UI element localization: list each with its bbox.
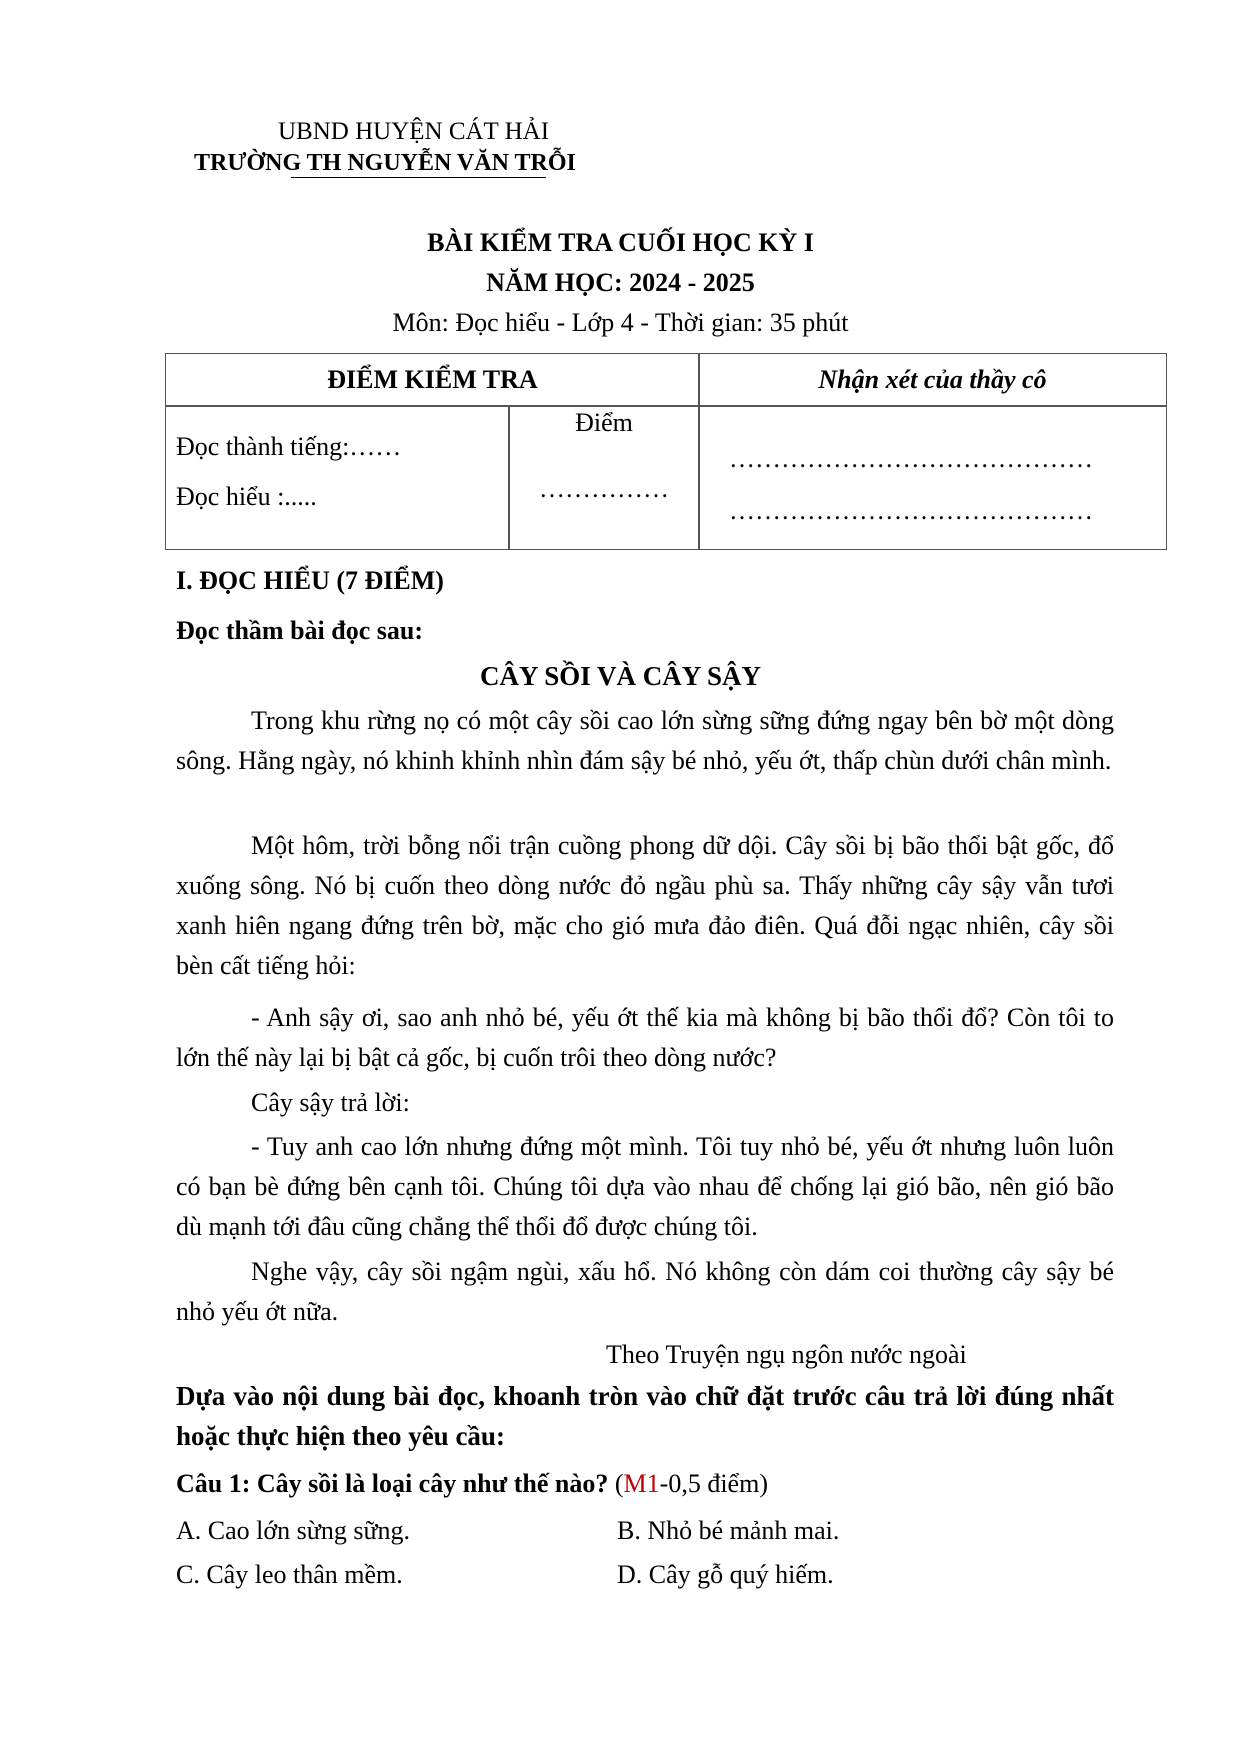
comment-header-cell	[698, 353, 1167, 407]
story-paragraph-3: - Anh sậy ơi, sao anh nhỏ bé, yếu ớt thế kia mà không bị bão thổi đổ? Còn tôi to lớn thế này lại bị bật cả gốc, bị cuốn trôi theo dòng nước?	[176, 1003, 1114, 1072]
score-header-cell	[165, 353, 700, 407]
score-blank: ……………	[539, 474, 669, 503]
question-1-text: Câu 1: Cây sồi là loại cây như thế nào?	[176, 1469, 609, 1498]
story-paragraph-2: Một hôm, trời bỗng nổi trận cuồng phong dữ dội. Cây sồi bị bão thổi bật gốc, đổ xuống sông. Nó bị cuốn theo dòng nước đỏ ngầu phù sa. Thấy những cây sậy vẫn tươi xanh hiên ngang đứng trên bờ, mặc cho gió mưa đảo điên. Quá đỗi ngạc nhiên, cây sồi bèn cất tiếng hỏi:	[176, 831, 1114, 980]
answer-c[interactable]: C. Cây leo thân mềm.	[176, 1560, 403, 1589]
exam-title: BÀI KIỂM TRA CUỐI HỌC KỲ I	[427, 228, 814, 257]
section-heading: I. ĐỌC HIỂU (7 ĐIỂM)	[176, 566, 444, 595]
comment-line-1: ……………………………………	[729, 444, 1093, 473]
read-aloud-score: Đọc thành tiếng:……	[176, 432, 402, 461]
task-instruction: Dựa vào nội dung bài đọc, khoanh tròn vào chữ đặt trước câu trả lời đúng nhất hoặc thực hiện theo yêu cầu:	[176, 1381, 1114, 1451]
district-name: UBND HUYỆN CÁT HẢI	[278, 118, 550, 145]
comment-line-2: ……………………………………	[729, 496, 1093, 525]
total-score-cell	[508, 405, 700, 550]
score-detail-cell	[165, 405, 510, 550]
comment-header: Nhận xét của thầy cô	[818, 365, 1047, 394]
school-underline	[291, 177, 546, 178]
question-1-open-paren: (	[608, 1469, 624, 1498]
story-paragraph-5: - Tuy anh cao lớn nhưng đứng một mình. Tôi tuy nhỏ bé, yếu ớt nhưng luôn luôn có bạn bè đứng bên cạnh tôi. Chúng tôi dựa vào nhau để chống lại gió bão, nên gió bão dù mạnh tới đâu cũng chẳng thể thổi đổ được chúng tôi.	[176, 1132, 1114, 1241]
question-1-level: M1	[623, 1469, 660, 1498]
school-name: TRƯỜNG TH NGUYỄN VĂN TRỖI	[194, 150, 576, 176]
read-instruction: Đọc thầm bài đọc sau:	[176, 616, 424, 645]
story-title: CÂY SỒI VÀ CÂY SẬY	[479, 661, 762, 691]
answer-d[interactable]: D. Cây gỗ quý hiếm.	[617, 1560, 834, 1589]
question-1	[176, 1469, 768, 1499]
story-paragraph-4: Cây sậy trả lời:	[251, 1088, 410, 1117]
story-source: Theo Truyện ngụ ngôn nước ngoài	[606, 1340, 967, 1369]
story-paragraph-6: Nghe vậy, cây sồi ngậm ngùi, xấu hổ. Nó không còn dám coi thường cây sậy bé nhỏ yếu ớt nữa.	[176, 1257, 1114, 1326]
question-1-points: -0,5 điểm)	[659, 1469, 768, 1498]
score-header: ĐIỂM KIỂM TRA	[327, 365, 538, 394]
school-year: NĂM HỌC: 2024 - 2025	[486, 268, 755, 297]
answer-a[interactable]: A. Cao lớn sừng sững.	[176, 1516, 411, 1545]
reading-comp-score: Đọc hiểu :.....	[176, 482, 317, 511]
comment-cell	[698, 405, 1167, 550]
score-label: Điểm	[575, 408, 633, 437]
answer-b[interactable]: B. Nhỏ bé mảnh mai.	[617, 1516, 840, 1545]
subject-info: Môn: Đọc hiểu - Lớp 4 - Thời gian: 35 phút	[392, 308, 849, 337]
story-paragraph-1: Trong khu rừng nọ có một cây sồi cao lớn sừng sững đứng ngay bên bờ một dòng sông. Hằng ngày, nó khinh khỉnh nhìn đám sậy bé nhỏ, yếu ớt, thấp chùn dưới chân mình.	[176, 706, 1114, 775]
